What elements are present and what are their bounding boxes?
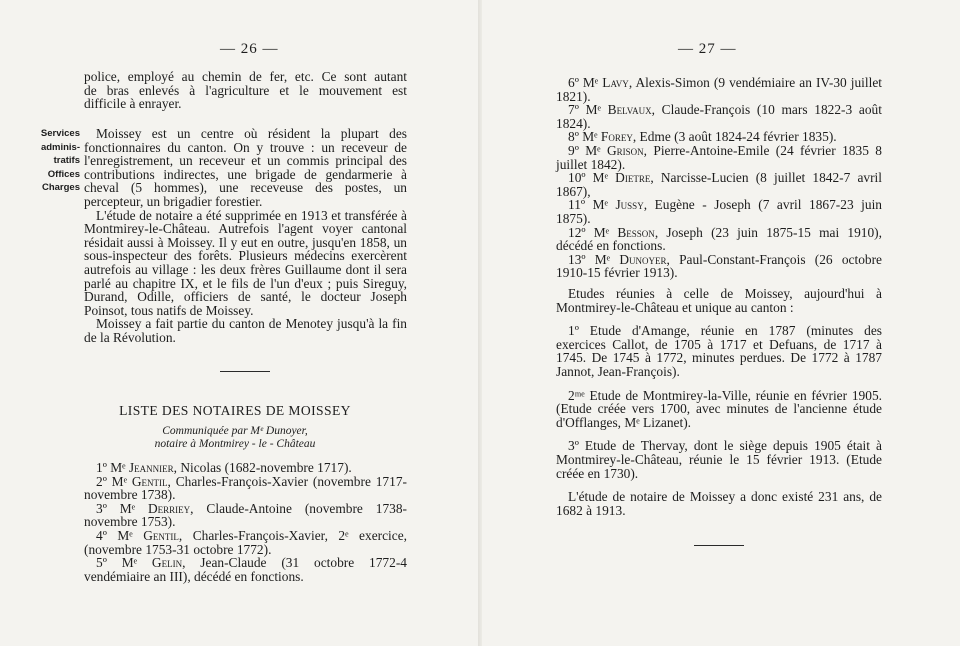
margin-note: Services	[40, 128, 80, 139]
body-text	[84, 127, 407, 345]
right-page	[482, 0, 960, 646]
notary-entry: 7º Mᵉ Belvaux, Claude-François (10 mars 1822-3 août 1824).	[556, 102, 882, 131]
notary-name: Besson	[617, 224, 655, 240]
margin-notes	[8, 127, 80, 195]
conclusion-paragraph: L'étude de notaire de Moissey a donc existé 231 ans, de 1682 à 1913.	[556, 489, 882, 518]
margin-note: Charges	[41, 182, 80, 194]
study-entry: 1º Etude d'Amange, réunie en 1787 (minutes des exercices Callot, de 1705 à 1717 et Defuans, de 1717 à 1745. De 1745 à 1772, minutes perdues. De 1772 à 1787 Jannot, Jean-François).	[556, 323, 882, 379]
list-title: LISTE DES NOTAIRES DE MOISSEY	[119, 403, 351, 418]
notary-entry: 3º Mᵉ Derriey, Claude-Antoine (novembre 1738-novembre 1753).	[84, 500, 407, 530]
margin-note: tratifs	[53, 155, 80, 167]
notary-name: Lavy	[602, 75, 629, 90]
notary-entry: 5º Mᵉ Gelin, Jean-Claude (31 octobre 1772-4 vendémiaire an III), décédé en fonctions.	[84, 555, 407, 584]
margin-note: Offices	[47, 168, 80, 180]
notary-list	[84, 461, 407, 583]
notary-name: Dunoyer	[619, 251, 667, 267]
studies-section	[556, 287, 882, 517]
notary-name: Jeannier	[128, 460, 174, 475]
notary-name: Derriey	[148, 500, 191, 516]
text-line: police, employé au chemin de fer, etc. Ce sont autant	[84, 69, 407, 84]
canton-paragraph: Moissey a fait partie du canton de Menotey jusqu'à la fin de la Révolution.	[84, 316, 407, 345]
intro-paragraph	[84, 70, 407, 111]
notary-name: Dietre	[615, 170, 651, 186]
left-page	[0, 0, 478, 646]
margin-note: adminis-	[40, 141, 80, 153]
page-number: — 26 —	[220, 41, 279, 57]
notary-name: Jussy	[615, 197, 644, 213]
notary-entry: 4º Mᵉ Gentil, Charles-François-Xavier, 2ᵉ exercice, (novembre 1753-31 octobre 1772).	[84, 527, 407, 557]
study-entry: 2ᵐᵉ Etude de Montmirey-la-Ville, réunie en février 1905. (Etude créée vers 1700, avec minutes de l'ancienne étude d'Offlanges, Mᵉ Lizanet).	[556, 387, 882, 430]
notary-entry: 10º Mᵉ Dietre, Narcisse-Lucien (8 juillet 1842-7 avril 1867),	[556, 170, 882, 199]
notary-entry: 8º Mᵉ Forey, Edme (3 août 1824-24 février 1835).	[568, 129, 837, 145]
page-number: — 27 —	[678, 41, 737, 57]
notary-entry: 2º Mᵉ Gentil, Charles-François-Xavier (novembre 1717-novembre 1738).	[84, 473, 407, 503]
notary-paragraph: L'étude de notaire a été supprimée en 1913 et transférée à Montmirey-le-Château. Autrefois l'agent voyer cantonal résidait aussi à Moissey. Il y eut en outre, jusqu'en 1858, un sous-inspecteur des forêts. Plusieurs médecins exercèrent autrefois au village : les deux frères Guillaume dont il sera parlé au chapitre IX, et le fils de l'un d'eux ; puis Sireguy, Durand, Odille, officiers de santé, le docteur Joseph Poinsot, tous natifs de Moissey.	[84, 207, 407, 318]
communique-line: Communiquée par Mᵉ Dunoyer,	[162, 425, 308, 437]
notary-entry: 12º Mᵉ Besson, Joseph (23 juin 1875-15 mai 1910), décédé en fonctions.	[556, 224, 882, 254]
studies-intro: Etudes réunies à celle de Moissey, aujourd'hui à Montmirey-le-Château et unique au canton :	[556, 286, 882, 315]
notary-name: Grison	[606, 142, 644, 158]
communique-line: notaire à Montmirey - le - Château	[154, 438, 316, 450]
notary-entry: 6º Mᵉ Lavy, Alexis-Simon (9 vendémiaire an IV-30 juillet 1821).	[556, 75, 882, 104]
notary-name: Forey	[600, 129, 633, 145]
divider	[220, 371, 270, 372]
text-line: difficile à enrayer.	[84, 96, 182, 112]
notary-entry: 11º Mᵉ Jussy, Eugène - Joseph (7 avril 1867-23 juin 1875).	[556, 197, 883, 226]
services-paragraph: Moissey est un centre où résident la plupart des fonctionnaires du canton. On y trouve : un receveur de l'enregistrement, un receveur et un commis principal des contributions indirectes, une brigade de gendarmerie à cheval (5 hommes), une receveuse des postes, un percepteur, un brigadier forestier.	[84, 126, 407, 209]
study-entry: 3º Etude de Thervay, dont le siège depuis 1905 était à Montmirey-le-Château, réunie le 15 février 1913. (Etude créée en 1730).	[556, 438, 882, 481]
divider	[694, 545, 744, 546]
notary-entry: 13º Mᵉ Dunoyer, Paul-Constant-François (26 octobre 1910-15 février 1913).	[556, 251, 882, 281]
notary-entry: 9º Mᵉ Grison, Pierre-Antoine-Emile (24 février 1835 8 juillet 1842).	[556, 142, 882, 172]
notary-list	[556, 76, 882, 280]
text-line: de bras enlevés à l'agriculture et le mouvement est	[84, 82, 407, 98]
notary-name: Gentil	[143, 527, 179, 543]
notary-name: Gentil	[131, 473, 168, 489]
notary-name: Belvaux	[607, 102, 652, 118]
notary-entry: 1º Mᵉ Jeannier, Nicolas (1682-novembre 1717).	[96, 460, 352, 475]
notary-name: Gelin	[151, 555, 183, 571]
